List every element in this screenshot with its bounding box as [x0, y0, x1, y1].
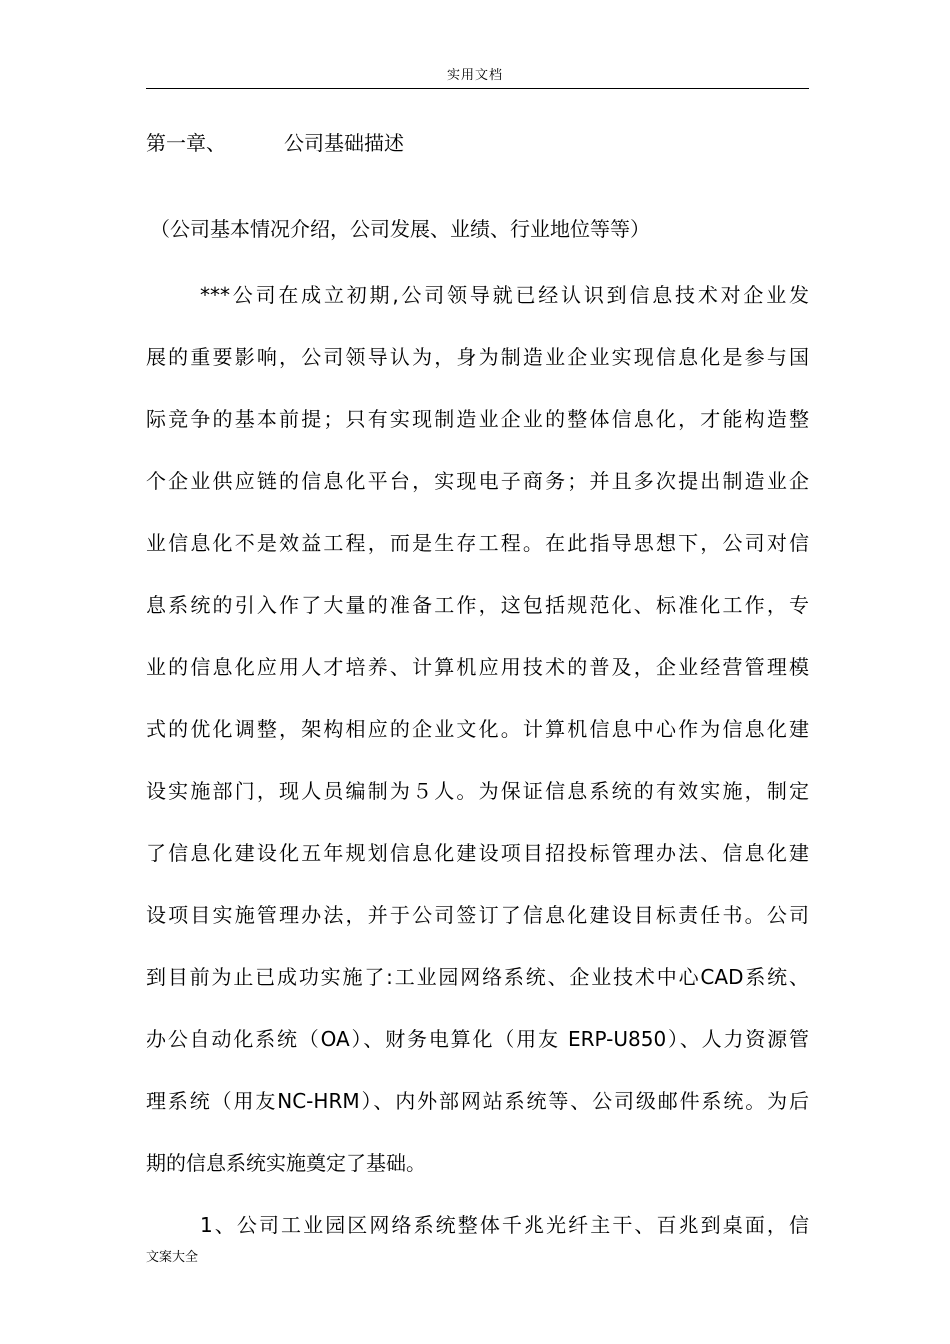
- paragraph-line: 际竞争的基本前提；只有实现制造业企业的整体信息化，才能构造整: [146, 407, 809, 431]
- section-subtitle: （公司基本情况介绍，公司发展、业绩、行业地位等等）: [150, 217, 650, 241]
- header-rule: [146, 88, 809, 89]
- paragraph-line: 息系统的引入作了大量的准备工作，这包括规范化、标准化工作，专: [146, 593, 809, 617]
- paragraph-line: 设项目实施管理办法，并于公司签订了信息化建设目标责任书。公司: [146, 903, 809, 927]
- paragraph-line: 业信息化不是效益工程，而是生存工程。在此指导思想下，公司对信: [146, 531, 809, 555]
- chapter-number: 第一章、: [146, 131, 226, 155]
- paragraph-line: 办公自动化系统（OA）、财务电算化（用友 ERP-U850）、人力资源管: [146, 1027, 809, 1051]
- chapter-title: 公司基础描述: [284, 131, 404, 155]
- paragraph-line: 到目前为止已成功实施了:工业园网络系统、企业技术中心CAD系统、: [146, 965, 809, 989]
- paragraph-line: 式的优化调整，架构相应的企业文化。计算机信息中心作为信息化建: [146, 717, 809, 741]
- paragraph-line: ***公司在成立初期,公司领导就已经认识到信息技术对企业发: [200, 283, 809, 307]
- page-footer: 文案大全: [146, 1250, 199, 1265]
- paragraph-line: 了信息化建设化五年规划信息化建设项目招投标管理办法、信息化建: [146, 841, 809, 865]
- paragraph-line: 期的信息系统实施奠定了基础。: [146, 1151, 426, 1175]
- paragraph-line: 理系统（用友NC-HRM）、内外部网站系统等、公司级邮件系统。为后: [146, 1089, 809, 1113]
- paragraph-line: 个企业供应链的信息化平台，实现电子商务；并且多次提出制造业企: [146, 469, 809, 493]
- page-header: 实用文档: [446, 68, 503, 83]
- paragraph-line: 设实施部门，现人员编制为５人。为保证信息系统的有效实施，制定: [146, 779, 809, 803]
- paragraph-line: 业的信息化应用人才培养、计算机应用技术的普及，企业经营管理模: [146, 655, 809, 679]
- paragraph-line: 1、公司工业园区网络系统整体千兆光纤主干、百兆到桌面，信: [200, 1213, 809, 1237]
- chapter-heading: [146, 128, 404, 158]
- paragraph-line: 展的重要影响，公司领导认为，身为制造业企业实现信息化是参与国: [146, 345, 809, 369]
